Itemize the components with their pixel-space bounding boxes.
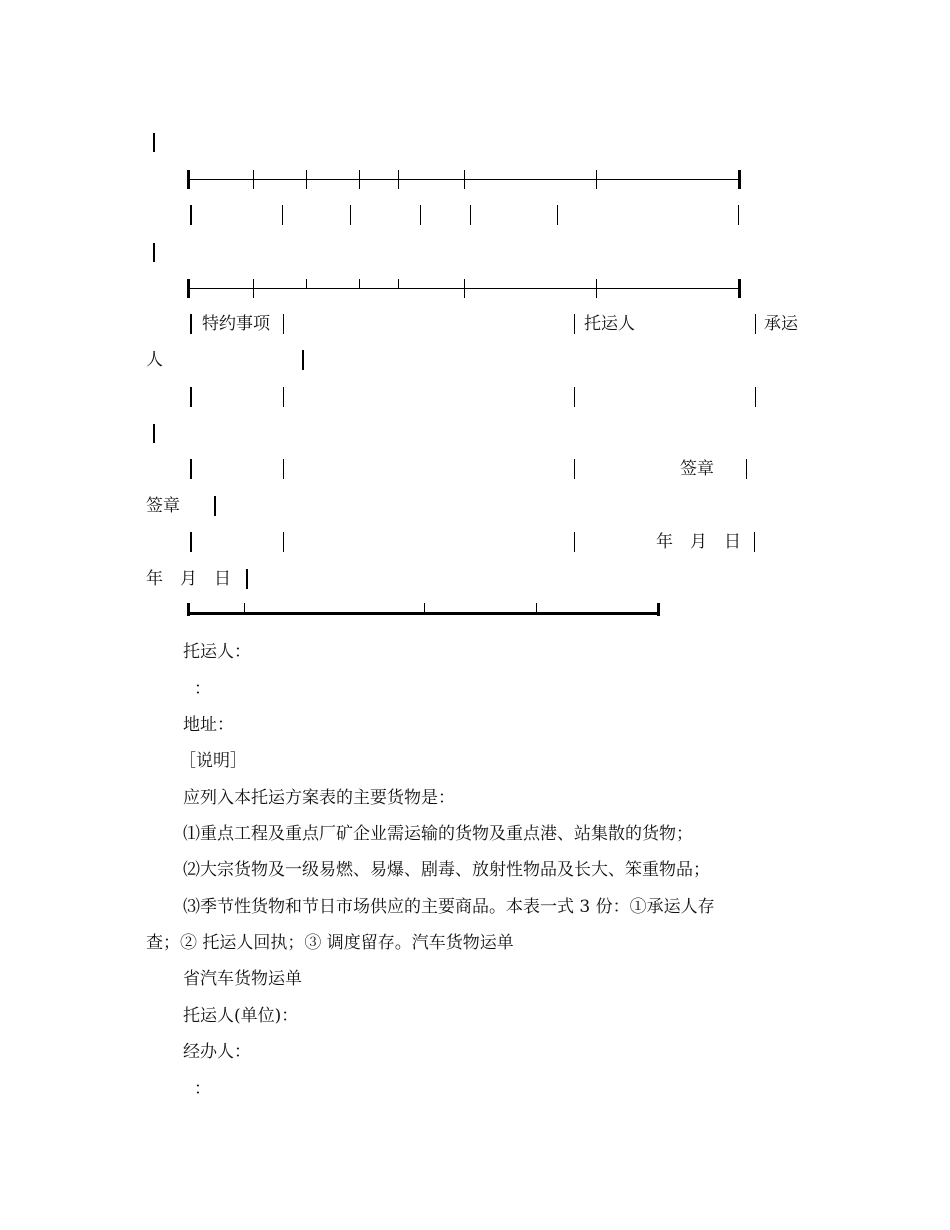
notes-item: ⑴重点工程及重点厂矿企业需运输的货物及重点港、站集散的货物； <box>183 824 693 844</box>
table-tick <box>557 205 558 225</box>
signature-label: 签章 <box>146 496 180 516</box>
table-tick <box>253 279 254 298</box>
table-tick <box>282 205 283 225</box>
table-tick <box>306 170 307 189</box>
table-tick <box>574 314 575 334</box>
waybill-title: 省汽车货物运单 <box>183 969 302 989</box>
date-label: 年 月 日 <box>656 532 741 552</box>
shipper-label: 托运人 <box>584 314 635 334</box>
notes-item-continued: 查；② 托运人回执；③ 调度留存。汽车货物运单 <box>146 933 514 953</box>
table-tick <box>398 279 399 289</box>
table-tick <box>755 314 756 334</box>
table-tick <box>536 603 537 613</box>
table-tick <box>424 603 425 613</box>
table-tick <box>574 459 575 479</box>
colon-field: ： <box>194 679 211 699</box>
table-tick <box>283 459 284 479</box>
table-border <box>738 279 741 298</box>
table-tick <box>596 170 597 189</box>
table-border <box>153 243 155 262</box>
table-tick <box>470 205 471 225</box>
handler-field-label: 经办人： <box>183 1042 251 1062</box>
special-items-label: 特约事项 <box>202 314 270 334</box>
table-tick <box>420 205 421 225</box>
table-tick <box>244 603 245 613</box>
table-tick <box>754 532 755 552</box>
table-tick <box>738 205 739 225</box>
table-tick <box>464 170 465 189</box>
carrier-label-wrap: 人 <box>146 350 163 370</box>
table-tick <box>746 459 747 479</box>
carrier-label: 承运 <box>764 314 798 334</box>
date-label: 年 月 日 <box>146 569 231 589</box>
table-tick <box>359 279 360 289</box>
table-border <box>190 459 192 479</box>
address-field-label: 地址： <box>183 715 234 735</box>
table-border <box>153 424 155 443</box>
table-tick <box>596 279 597 298</box>
table-tick <box>253 170 254 189</box>
table-tick <box>574 532 575 552</box>
notes-item: ⑶季节性货物和节日市场供应的主要商品。本表一式 3 份：①承运人存 <box>183 897 715 917</box>
table-border <box>657 603 660 616</box>
table-border <box>738 170 741 189</box>
notes-intro: 应列入本托运方案表的主要货物是： <box>183 788 455 808</box>
table-tick <box>755 387 756 407</box>
table-border <box>153 133 155 152</box>
table-border <box>190 532 192 552</box>
table-tick <box>574 387 575 407</box>
notes-heading: ［说明］ <box>179 751 247 771</box>
table-border <box>214 496 216 516</box>
notes-item: ⑵大宗货物及一级易燃、易爆、剧毒、放射性物品及长大、笨重物品； <box>183 860 710 880</box>
shipper-unit-field-label: 托运人(单位)： <box>183 1006 299 1026</box>
table-tick <box>359 170 360 189</box>
table-border <box>190 314 192 334</box>
signature-label: 签章 <box>680 459 714 479</box>
table-tick <box>350 205 351 225</box>
table-tick <box>283 532 284 552</box>
table-border <box>302 350 304 370</box>
table-tick <box>306 279 307 289</box>
table-tick <box>398 170 399 189</box>
table-border <box>187 279 190 298</box>
table-border <box>190 205 192 225</box>
colon-field: ： <box>194 1079 211 1099</box>
table-border <box>187 170 190 189</box>
shipper-field-label: 托运人： <box>183 642 251 662</box>
table-tick <box>283 387 284 407</box>
table-border <box>190 387 192 407</box>
table-tick <box>283 314 284 334</box>
table-border <box>246 569 248 589</box>
table-tick <box>464 279 465 298</box>
